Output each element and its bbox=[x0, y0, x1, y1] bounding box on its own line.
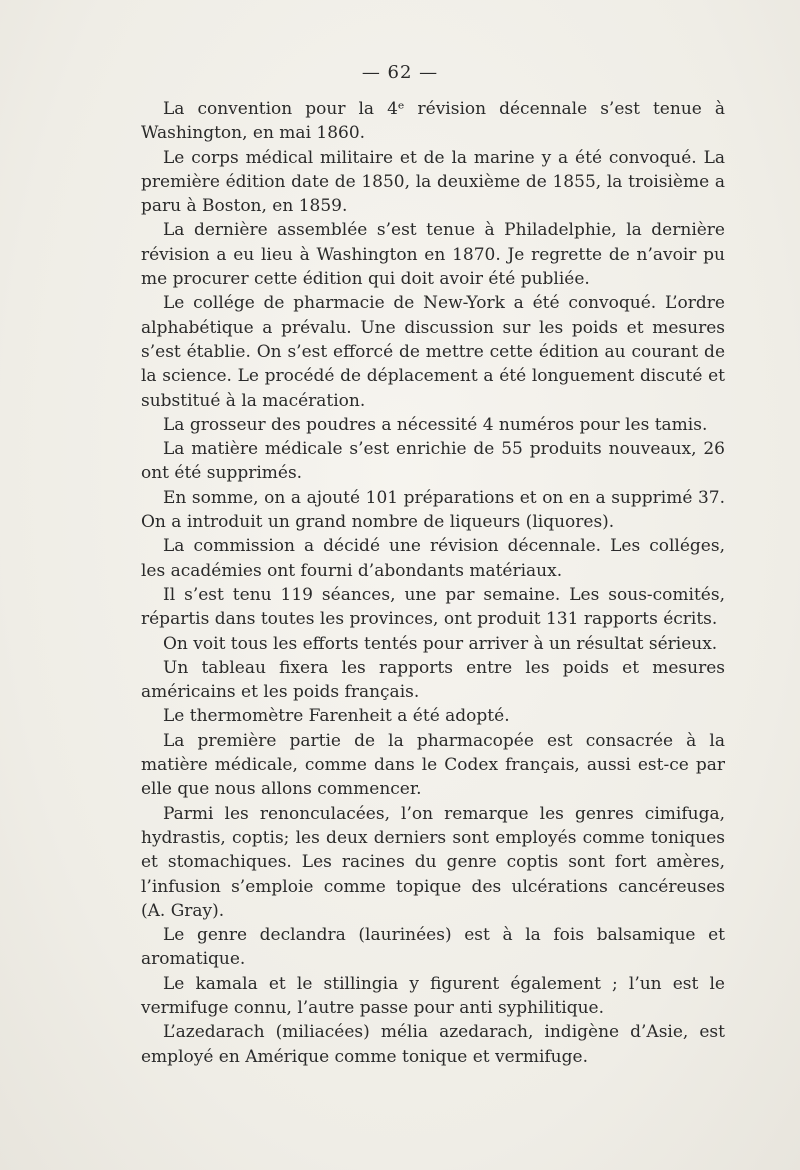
paragraph: En somme, on a ajouté 101 préparations et on en a supprimé 37. On a introduit un grand nombre de liqueurs (liquores). bbox=[141, 487, 725, 533]
paragraph: Le genre declandra (laurinées) est à la fois balsamique et aromatique. bbox=[141, 925, 725, 970]
paragraph: Le collége de pharmacie de New-York a été convoqué. L’ordre alphabétique a prévalu. Une discussion sur les poids et mesures s’est établie. On s’est efforcé de mettre cette édition au courant de la science. Le procédé de déplacement a été longuement discuté et substitué à la macération. bbox=[141, 293, 725, 411]
paragraph: La commission a décidé une révision décennale. Les colléges, les académies ont fourni d’abondants matériaux. bbox=[141, 536, 725, 581]
paragraph: Un tableau fixera les rapports entre les poids et mesures américains et les poids français. bbox=[141, 657, 725, 703]
body-text bbox=[141, 97, 725, 1069]
paragraph: L’azedarach (miliacées) mélia azedarach, indigène d’Asie, est employé en Amérique comme tonique et vermifuge. bbox=[141, 1022, 725, 1067]
paragraph: La première partie de la pharmacopée est consacrée à la matière médicale, comme dans le Codex français, aussi est-ce par elle que nous allons commencer. bbox=[141, 730, 725, 800]
paragraph: Il s’est tenu 119 séances, une par semaine. Les sous-comités, répartis dans toutes les provinces, ont produit 131 rapports écrits. bbox=[141, 584, 725, 630]
paragraph: La matière médicale s’est enrichie de 55 produits nouveaux, 26 ont été supprimés. bbox=[141, 439, 725, 484]
paragraph: Parmi les renonculacées, l’on remarque les genres cimifuga, hydrastis, coptis; les deux derniers sont employés comme toniques et stomachiques. Les racines du genre coptis sont fort amères, l’infusion s’emploie comme topique des ulcérations cancéreuses (A. Gray). bbox=[141, 803, 725, 921]
paragraph: Le thermomètre Farenheit a été adopté. bbox=[163, 706, 510, 727]
paragraph: Le kamala et le stillingia y figurent également ; l’un est le vermifuge connu, l’autre passe pour anti syphilitique. bbox=[141, 973, 725, 1018]
paragraph: Le corps médical militaire et de la marine y a été convoqué. La première édition date de 1850, la deuxième de 1855, la troisième a paru à Boston, en 1859. bbox=[141, 147, 725, 217]
paragraph: La convention pour la 4ᵉ révision décennale s’est tenue à Washington, en mai 1860. bbox=[141, 99, 725, 144]
paragraph: La dernière assemblée s’est tenue à Philadelphie, la dernière révision a eu lieu à Washington en 1870. Je regrette de n’avoir pu me procurer cette édition qui doit avoir été publiée. bbox=[141, 220, 725, 290]
paragraph: La grosseur des poudres a nécessité 4 numéros pour les tamis. bbox=[163, 414, 708, 435]
page-number: — 62 — bbox=[361, 62, 439, 83]
paragraph: On voit tous les efforts tentés pour arriver à un résultat sérieux. bbox=[163, 633, 718, 654]
